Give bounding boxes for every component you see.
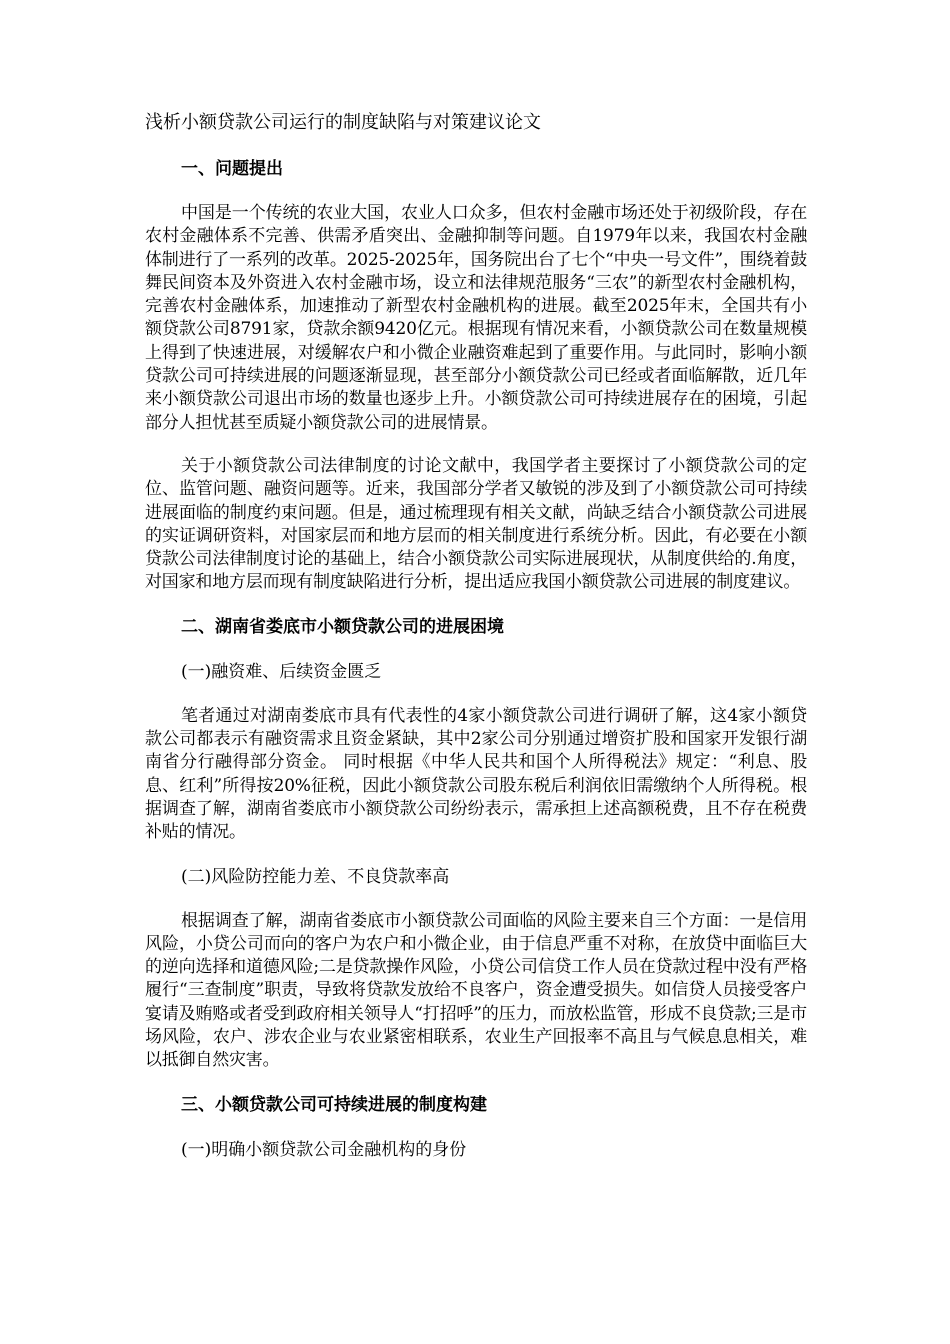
- section-heading-1: 一、问题提出: [181, 159, 283, 179]
- paragraph: 中国是一个传统的农业大国，农业人口众多，但农村金融市场还处于初级阶段，存在农村金融体系不完善、供需矛盾突出、金融抑制等问题。自1979年以来，我国农村金融体制进行了一系列的改革。2025-2025年，国务院出台了七个“中央一号文件”，围绕着鼓舞民间资本及外资进入农村金融市场，设立和法律规范服务“三农”的新型农村金融机构，完善农村金融体系，加速推动了新型农村金融机构的进展。截至2025年末，全国共有小额贷款公司8791家，贷款余额9420亿元。根据现有情况来看，小额贷款公司在数量规模上得到了快速进展，对缓解农户和小微企业融资难起到了重要作用。与此同时，影响小额贷款公司可持续进展的问题逐渐显现，甚至部分小额贷款公司已经或者面临解散，近几年来小额贷款公司退出市场的数量也逐步上升。小额贷款公司可持续进展存在的困境，引起部分人担忧甚至质疑小额贷款公司的进展情景。: [145, 203, 807, 433]
- paragraph: 根据调查了解，湖南省娄底市小额贷款公司面临的风险主要来自三个方面：一是信用风险，小贷公司而向的客户为农户和小微企业，由于信息严重不对称，在放贷中面临巨大的逆向选择和道德风险;二是贷款操作风险，小贷公司信贷工作人员在贷款过程中没有严格履行“三查制度”职责，导致将贷款发放给不良客户，资金遭受损失。如信贷人员接受客户宴请及贿赂或者受到政府相关领导人“打招呼”的压力，而放松监管，形成不良贷款;三是市场风险，农户、涉农企业与农业紧密相联系，农业生产回报率不高且与气候息息相关，难以抵御自然灾害。: [145, 910, 807, 1071]
- sub-heading-2-1: (一)融资难、后续资金匮乏: [181, 661, 382, 682]
- section-heading-2: 二、湖南省娄底市小额贷款公司的进展困境: [181, 616, 504, 637]
- paragraph: 笔者通过对湖南娄底市具有代表性的4家小额贷款公司进行调研了解，这4家小额贷款公司都表示有融资需求且资金紧缺，其中2家公司分别通过增资扩股和国家开发银行湖南省分行融得部分资金。 同时根据《中华人民共和国个人所得税法》规定：“利息、股息、红利”所得按20%征税，因此小额贷款公司股东税后利润依旧需缴纳个人所得税。根据调查了解，湖南省娄底市小额贷款公司纷纷表示，需承担上述高额税费，且不存在税费补贴的情况。: [145, 705, 807, 843]
- sub-heading-3-1: (一)明确小额贷款公司金融机构的身份: [181, 1139, 467, 1160]
- document-page: [145, 110, 807, 1183]
- sub-heading-2-2: (二)风险防控能力差、不良贷款率高: [181, 866, 450, 887]
- document-title: 浅析小额贷款公司运行的制度缺陷与对策建议论文: [145, 112, 541, 133]
- section-heading-3: 三、小额贷款公司可持续进展的制度构建: [181, 1094, 487, 1115]
- paragraph: 关于小额贷款公司法律制度的讨论文献中，我国学者主要探讨了小额贷款公司的定位、监管问题、融资问题等。近来，我国部分学者又敏锐的涉及到了小额贷款公司可持续进展面临的制度约束问题。但是，通过梳理现有相关文献，尚缺乏结合小额贷款公司进展的实证调研资料，对国家层而和地方层而的相关制度进行系统分析。因此，有必要在小额贷款公司法律制度讨论的基础上，结合小额贷款公司实际进展现状，从制度供给的.角度，对国家和地方层而现有制度缺陷进行分析，提出适应我国小额贷款公司进展的制度建议。: [145, 455, 807, 593]
